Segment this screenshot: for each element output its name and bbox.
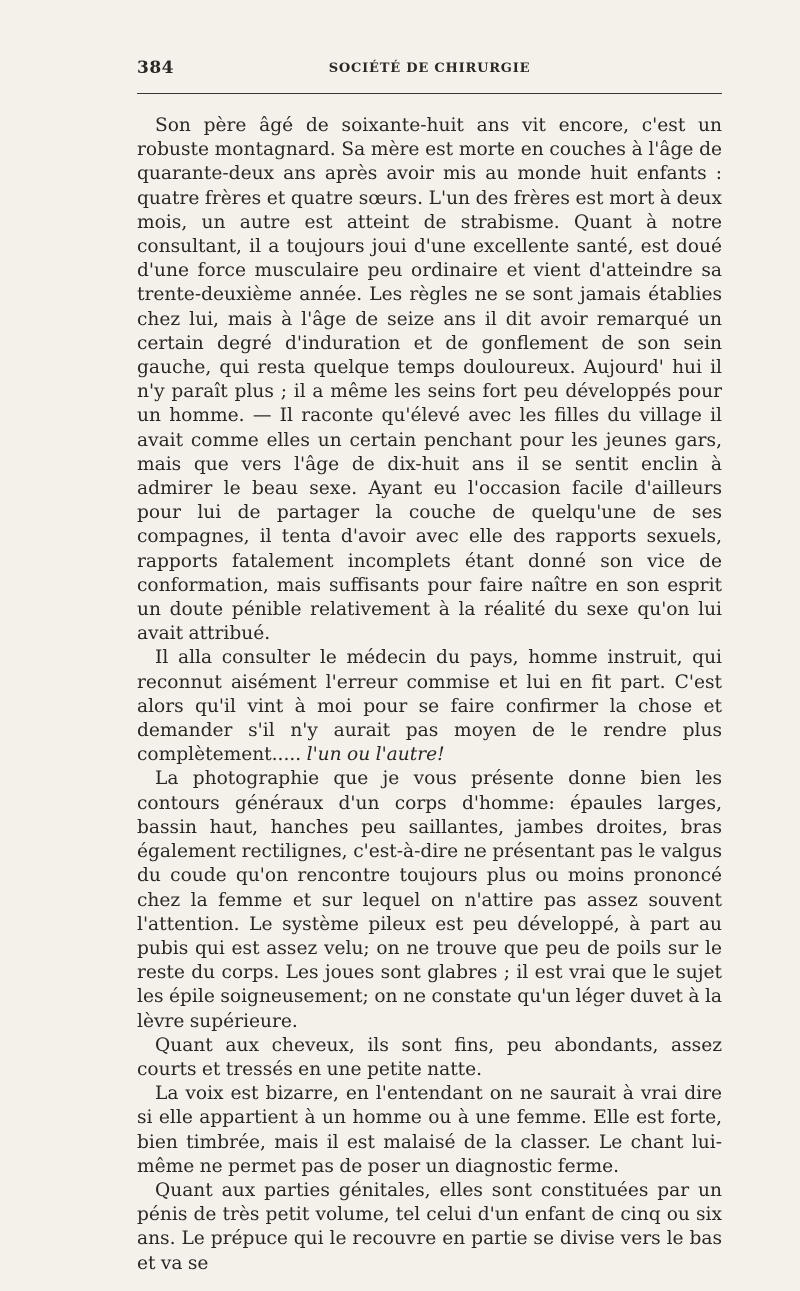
paragraph-2 <box>137 646 722 767</box>
paragraph-3: La photographie que je vous présente donne bien les contours généraux d'un corps d'homme: épaules larges, bassin haut, hanches peu saillantes, jambes droites, bras également rectilignes, c'est-à-dire ne présentant pas le valgus du coude qu'on rencontre toujours plus ou moins prononcé chez la femme et sur lequel on n'attire pas assez souvent l'attention. Le système pileux est peu développé, à part au pubis qui est assez velu; on ne trouve que peu de poils sur le reste du corps. Les joues sont glabres ; il est vrai que le sujet les épile soigneusement; on ne constate qu'un léger duvet à la lèvre supérieure. <box>137 768 722 1032</box>
page-header <box>137 58 722 84</box>
body-text <box>137 114 722 1276</box>
paragraph-4: Quant aux cheveux, ils sont fins, peu abondants, assez courts et tressés en une petite natte. <box>137 1034 722 1080</box>
paragraph-1: Son père âgé de soixante-huit ans vit encore, c'est un robuste montagnard. Sa mère est morte en couches à l'âge de quarante-deux ans après avoir mis au monde huit enfants : quatre frères et quatre sœurs. L'un des frères est mort à deux mois, un autre est atteint de strabisme. Quant à notre consultant, il a toujours joui d'une excellente santé, est doué d'une force musculaire peu ordinaire et vient d'atteindre sa trente-deuxième année. Les règles ne se sont jamais établies chez lui, mais à l'âge de seize ans il dit avoir remarqué un certain degré d'induration et de gonflement de son sein gauche, qui resta quelque temps douloureux. Aujourd' hui il n'y paraît plus ; il a même les seins fort peu développés pour un homme. — Il raconte qu'élevé avec les filles du village il avait comme elles un certain penchant pour les jeunes gars, mais que vers l'âge de dix-huit ans il se sentit enclin à admirer le beau sexe. Ayant eu l'occasion facile d'ailleurs pour lui de partager la couche de quelqu'une de ses compagnes, il tenta d'avoir avec elle des rapports sexuels, rapports fatalement incomplets étant donné son vice de conformation, mais suffisants pour faire naître en son esprit un doute pénible relativement à la réalité du sexe qu'on lui avait attribué. <box>137 115 722 645</box>
page-number: 384 <box>137 58 174 78</box>
header-rule <box>137 93 722 94</box>
paragraph-5: La voix est bizarre, en l'entendant on ne saurait à vrai dire si elle appartient à un homme ou à une femme. Elle est forte, bien timbrée, mais il est malaisé de la classer. Le chant lui-même ne permet pas de poser un diagnostic ferme. <box>137 1083 722 1177</box>
running-title: SOCIÉTÉ DE CHIRURGIE <box>328 61 531 76</box>
paragraph-2-text: Il alla consulter le médecin du pays, homme instruit, qui reconnut aisément l'erreur commise et lui en fit part. C'est alors qu'il vint à moi pour se faire confirmer la chose et demander s'il n'y aurait pas moyen de le rendre plus complètement..... <box>137 647 722 766</box>
paragraph-6: Quant aux parties génitales, elles sont constituées par un pénis de très petit volume, tel celui d'un enfant de cinq ou six ans. Le prépuce qui le recouvre en partie se divise vers le bas et va se <box>137 1179 722 1274</box>
paragraph-2-italic: l'un ou l'autre! <box>306 744 445 766</box>
